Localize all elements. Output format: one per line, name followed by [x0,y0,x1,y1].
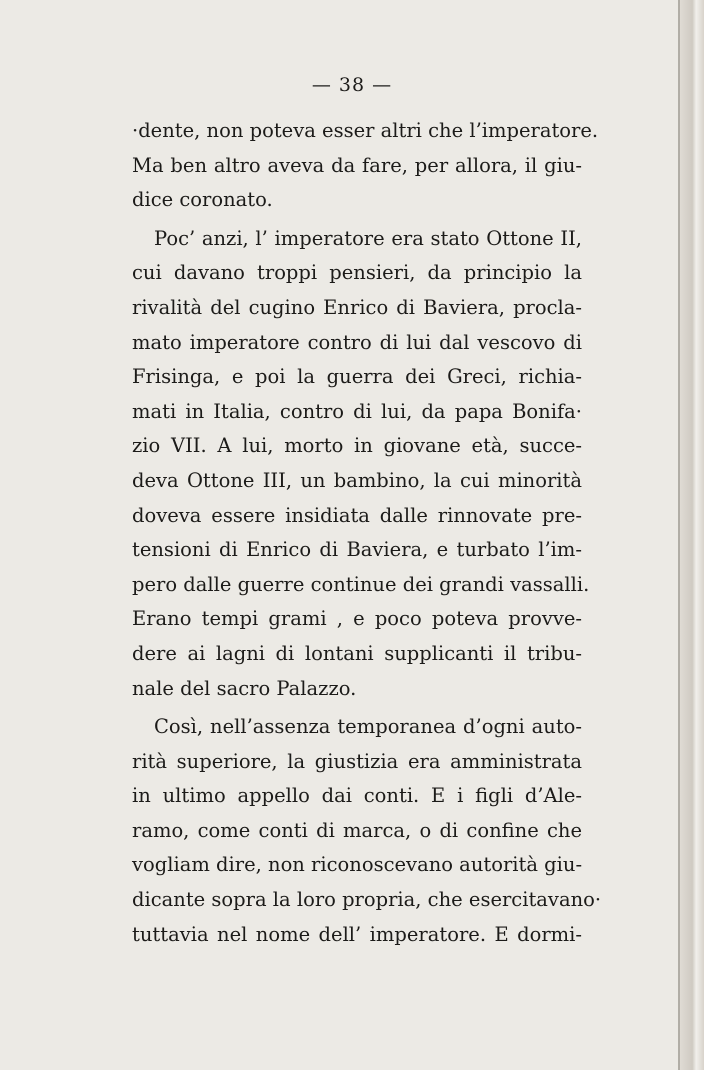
text-line: Così, nell’assenza temporanea d’ogni auto- [154,715,582,739]
text-line: tuttavia nel nome dell’ imperatore. E dormi- [132,922,582,946]
text-line: zio VII. A lui, morto in giovane età, succe- [132,434,582,458]
text-line: tensioni di Enrico di Baviera, e turbato l’im- [132,538,582,562]
text-line: nale del sacro Palazzo. [132,676,357,700]
text-line: mato imperatore contro di lui dal vescovo di [132,330,582,354]
text-line: in ultimo appello dai conti. E i figli d’Ale- [132,784,582,808]
text-line: Erano tempi grami , e poco poteva provve- [132,607,582,631]
paragraph-1 [132,114,599,218]
text-line: Frisinga, e poi la guerra dei Greci, richia- [132,365,582,389]
text-line: Poc’ anzi, l’ imperatore era stato Ottone II, [154,226,582,250]
text-line: ramo, come conti di marca, o di confine che [132,818,582,842]
text-line: cui davano troppi pensieri, da principio la [132,261,582,285]
text-line: vogliam dire, non riconoscevano autorità giu- [132,853,583,877]
body-text [132,114,602,952]
page-edge-shadow [678,0,680,1070]
text-line: pero dalle guerre continue dei grandi vassalli. [132,572,590,596]
text-line: doveva essere insidiata dalle rinnovate pre- [132,503,582,527]
text-line: dere ai lagni di lontani supplicanti il tribu- [132,641,582,665]
text-line: dicante sopra la loro propria, che esercitavano· [132,888,602,912]
page-binding-edge [678,0,704,1070]
page-number: — 38 — [311,74,393,96]
text-line: Ma ben altro aveva da fare, per allora, il giu- [132,153,582,177]
paragraph-3 [132,710,602,952]
text-line: ·dente, non poteva esser altri che l’imperatore. [132,119,599,142]
text-line: mati in Italia, contro di lui, da papa Bonifa· [132,399,582,423]
paragraph-2 [132,222,590,706]
text-line: deva Ottone III, un bambino, la cui minorità [132,468,582,492]
text-line: rità superiore, la giustizia era amministrata [132,749,582,773]
text-line: rivalità del cugino Enrico di Baviera, procla- [132,295,582,319]
text-line: dice coronato. [132,188,273,212]
